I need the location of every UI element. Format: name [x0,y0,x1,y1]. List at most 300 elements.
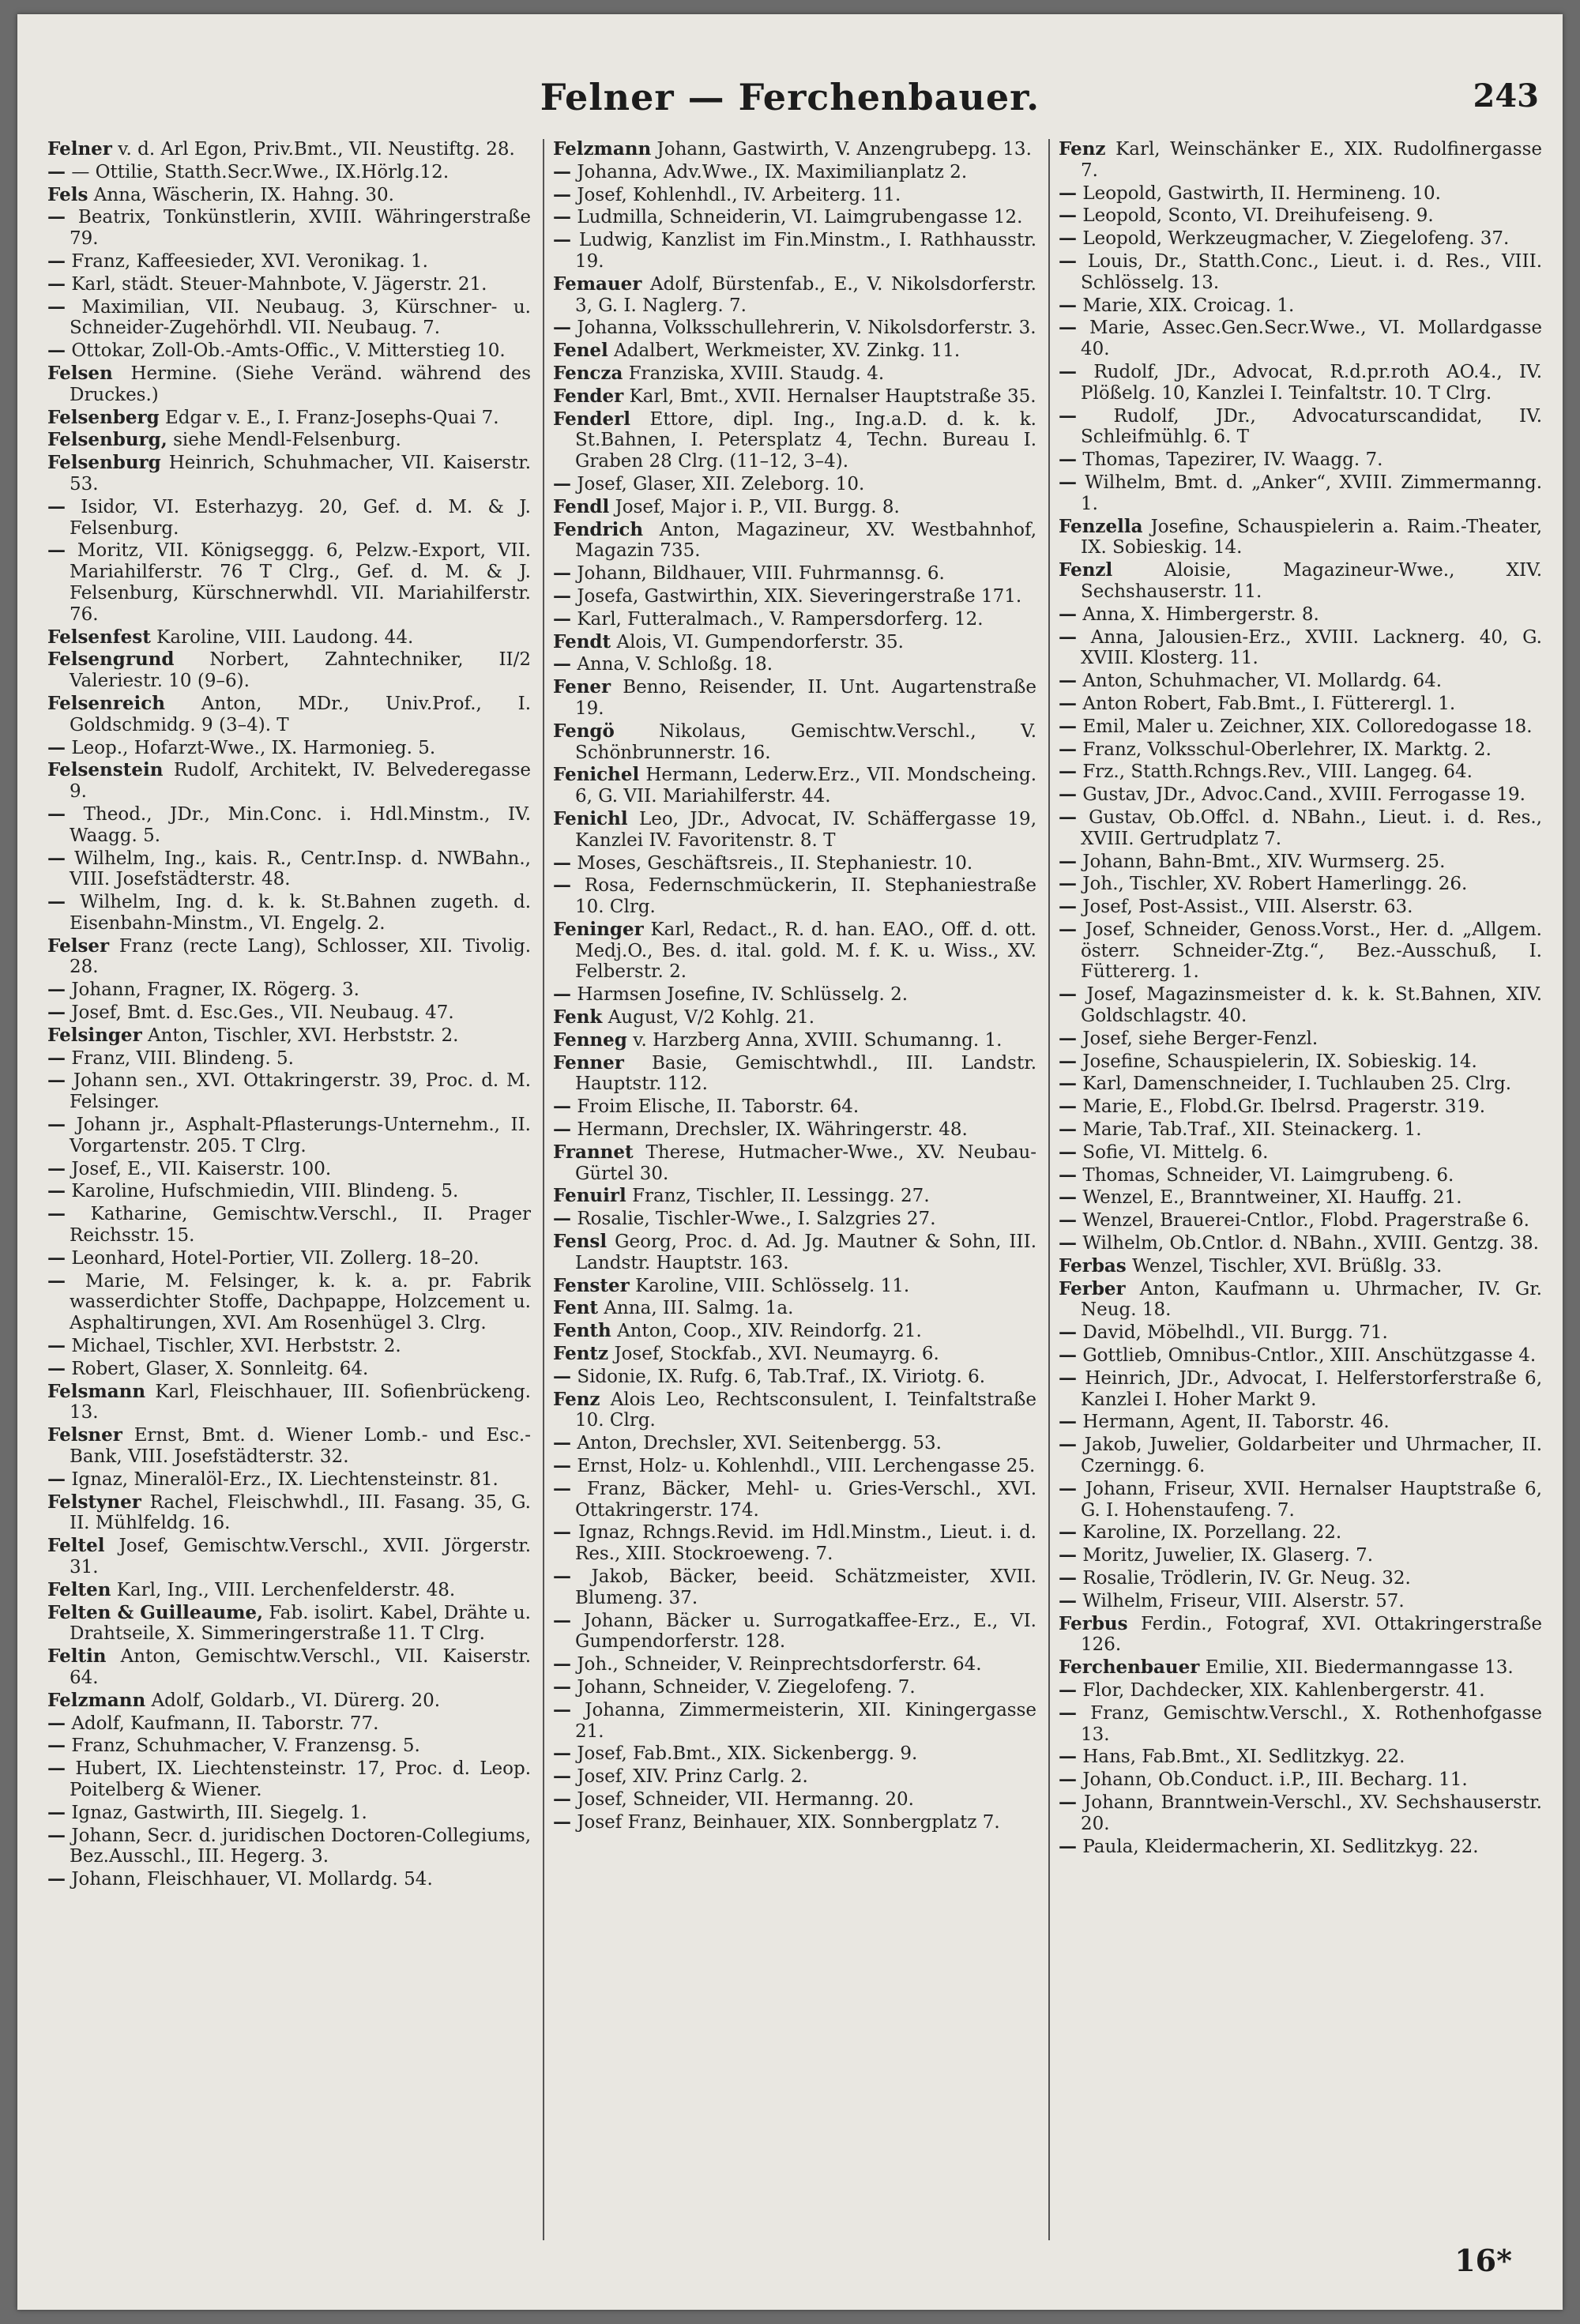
entry-surname: — [553,472,571,495]
directory-entry [47,649,531,692]
entry-surname: — [553,1609,571,1631]
entry-details: Johann, Gastwirth, V. Anzengrubерg. 13. [656,139,1032,160]
directory-entry [47,1735,531,1757]
entry-details: v. Harzberg Anna, XVIII. Schumanng. 1. [633,1029,1003,1051]
entry-surname: — [553,1119,571,1141]
entry-details: Isidor, VI. Esterhazyg. 20, Gef. d. M. & J. Felsenburg. [70,496,531,539]
entry-details: Karl, Redact., R. d. han. EAO., Off. d. ott. Medj.O., Bes. d. ital. gold. M. f. K. u. Wiss., XV. Felberstr. 2. [575,919,1036,983]
entry-details: Karoline, IX. Porzellang. 22. [1082,1522,1342,1544]
directory-entry [1059,1747,1542,1768]
entry-surname: — [1059,1769,1077,1791]
entry-details: Anton, Kaufmann u. Uhrmacher, IV. Gr. Neug. 18. [1081,1278,1542,1321]
entry-details: Leo, JDr., Advocat, IV. Schäffergasse 19, Kanzlei IV. Favoritenstr. 8. T [575,808,1036,851]
directory-entry [47,1359,531,1380]
page-title: Felner — Ferchenbauer. [540,76,1040,118]
entry-surname: — [553,874,571,897]
entry-details: Johann, Secr. d. juridischen Doctoren-Collegiums, Bez.Ausschl., III. Hegerg. 3. [70,1825,531,1867]
directory-entry [553,1053,1036,1096]
page-header [17,76,1563,123]
entry-details: Sidonie, IX. Rufg. 6, Tab.Traf., IX. Viriotg. 6. [577,1366,986,1387]
directory-entry [47,297,531,340]
entry-details: Johann, Ob.Conduct. i.P., III. Becharg. 11. [1082,1769,1468,1791]
entry-details: Anton, Schuhmacher, VI. Mollardg. 64. [1082,671,1443,692]
entry-details: Johanna, Volksschullehrerin, V. Nikolsdorferstr. 3. [577,318,1036,339]
directory-entry [553,1321,1036,1342]
entry-surname: — [553,1653,571,1675]
entry-surname: — [553,1811,571,1833]
entry-surname: — [47,1824,66,1846]
directory-entry [47,340,531,362]
entry-surname: Felsenberg [47,406,160,428]
entry-details: Frz., Statth.Rchngs.Rev., VIII. Langeg. 64. [1082,762,1473,783]
entry-details: Hubert, IX. Liechtensteinstr. 17, Proc. d. Leop. Poitelberg & Wiener. [70,1758,531,1800]
entry-surname: — [47,540,66,562]
entry-surname: — [47,1157,66,1179]
entry-details: Karl, Damenschneider, I. Tuchlauben 25. Clrg. [1082,1074,1512,1095]
entry-details: Alois, VI. Gumpendorferstr. 35. [616,631,904,652]
entry-details: Ferdin., Fotograf, XVI. Ottakringerstraße 126. [1081,1613,1542,1656]
entry-surname: — [553,653,571,675]
directory-entry [553,474,1036,495]
directory-entry [553,1186,1036,1207]
entry-surname: — [47,1801,66,1823]
entry-details: Wilhelm, Ing. d. k. k. St.Bahnen zugeth. d. Eisenbahn-Minstm., VI. Engelg. 2. [70,892,531,934]
entry-surname: — [1059,228,1077,250]
entry-details: Franz, Volksschul-Oberlehrer, IX. Marktg. 2. [1082,739,1492,760]
entry-details: Josef, Stockfab., XVI. Neumayrg. 6. [614,1344,939,1365]
directory-entry [47,497,531,540]
entry-surname: — [1059,1544,1077,1566]
entry-details: Thomas, Tapezirer, IV. Waagg. 7. [1082,449,1383,471]
entry-details: Anton, Gemischtw.Verschl., VII. Kaiserstr. 64. [70,1646,531,1688]
directory-entry [553,1766,1036,1788]
directory-entry [553,765,1036,807]
directory-entry [553,632,1036,653]
entry-surname: — [553,1698,571,1720]
entry-details: Franz, Schuhmacher, V. Franzensg. 5. [71,1735,420,1757]
entry-details: Johann, Fragner, IX. Rögerg. 3. [71,980,359,1001]
entry-details: Nikolaus, Gemischtw.Verschl., V. Schönbrunnerstr. 16. [575,720,1036,763]
entry-surname: Fendt [553,630,611,652]
directory-entry [553,1096,1036,1118]
entry-surname: Fengö [553,720,615,742]
entry-surname: — [1059,692,1077,714]
entry-surname: Fenel [553,340,608,362]
entry-surname: Fenth [553,1320,611,1342]
directory-entry [47,1869,531,1890]
entry-surname: — [553,1566,571,1587]
entry-details: Rudolf, JDr., Advocat, R.d.pr.roth AO.4., IV. Plößelg. 10, Kanzlei I. Teinfaltstr. 10. T Clrg. [1081,361,1542,404]
entry-surname: Fenichl [553,807,628,829]
entry-details: Franz, VIII. Blindeng. 5. [71,1047,294,1069]
directory-entry [553,1677,1036,1698]
directory-entry [553,318,1036,339]
entry-surname: — [47,1047,66,1069]
entry-surname: Felzmann [553,139,652,160]
directory-entry [1059,1142,1542,1164]
directory-entry [47,892,531,934]
directory-entry [1059,1074,1542,1095]
directory-entry [1059,228,1542,250]
entry-surname: — [47,160,66,182]
entry-details: Harmsen Josefine, IV. Schlüsselg. 2. [577,984,908,1006]
directory-entry [47,1536,531,1578]
entry-surname: — [1059,806,1077,828]
entry-details: Johann jr., Asphalt-Pflasterungs-Unternehm., II. Vorgartenstr. 205. T Clrg. [70,1115,531,1156]
entry-surname: — [1059,1791,1077,1813]
entry-details: Ottokar, Zoll-Ob.-Amts-Offic., V. Mitterstieg 10. [71,340,506,362]
entry-surname: — [1059,317,1077,339]
entry-details: Wenzel, Tischler, XVI. Brüßlg. 33. [1132,1255,1443,1277]
directory-entry [1059,874,1542,895]
entry-details: Ludwig, Kanzlist im Fin.Minstm., I. Rathhausstr. 19. [575,230,1036,272]
entry-details: Josef, XIV. Prinz Carlg. 2. [577,1766,808,1788]
directory-entry [1059,1233,1542,1254]
entry-details: Robert, Glaser, X. Sonnleitg. 64. [71,1358,369,1379]
directory-entry [1059,1479,1542,1521]
directory-entry [553,609,1036,630]
entry-details: Rosalie, Trödlerin, IV. Gr. Neug. 32. [1082,1568,1411,1589]
entry-details: Moses, Geschäftsreis., II. Stephaniestr. 10. [577,852,973,874]
entry-details: Emil, Maler u. Zeichner, XIX. Colloredogasse 18. [1082,716,1533,737]
entry-surname: — [1059,1186,1077,1209]
entry-surname: Fent [553,1297,599,1319]
entry-surname: — [1059,1232,1077,1254]
entry-surname: — [1059,471,1077,493]
entry-surname: — [1059,182,1077,204]
directory-entry [47,408,531,429]
entry-details: Michael, Tischler, XVI. Herbststr. 2. [71,1336,401,1357]
entry-surname: — [553,1675,571,1698]
entry-details: Franziska, XVIII. Staudg. 4. [628,363,885,384]
entry-details: Froim Elische, II. Taborstr. 64. [577,1096,860,1118]
directory-entry [553,586,1036,607]
entry-details: Theod., JDr., Min.Conc. i. Hdl.Minstm., IV. Waagg. 5. [70,803,531,846]
directory-entry [47,185,531,206]
entry-details: Rachel, Fleischwhdl., III. Fasang. 35, G. II. Mühlfeldg. 16. [70,1491,531,1534]
entry-surname: Felsenreich [47,692,165,714]
directory-entry [47,274,531,295]
entry-surname: — [1059,1679,1077,1701]
entry-details: Sofie, VI. Mittelg. 6. [1082,1141,1269,1163]
directory-entry [553,386,1036,408]
directory-entry [553,230,1036,273]
entry-surname: — [47,250,66,272]
directory-entry [47,1271,531,1334]
column-3 [1059,139,1542,2232]
entry-details: Josef, Schneider, Genoss.Vorst., Her. d. „Allgem. österr. Schneider-Ztg.“, Bez.-Ausschuß, I. Füttererg. 1. [1081,919,1542,983]
directory-entry [553,139,1036,160]
entry-details: Beatrix, Tonkünstlerin, XVIII. Währingerstraße 79. [70,207,531,250]
directory-entry [47,1002,531,1024]
entry-details: Ignaz, Mineralöl-Erz., IX. Liechtensteinstr. 81. [71,1468,498,1490]
directory-entry [553,1367,1036,1388]
entry-surname: — [1059,1367,1077,1389]
entry-details: Ernst, Bmt. d. Wiener Lomb.- und Esc.-Bank, VIII. Josefstädterstr. 32. [70,1425,531,1468]
directory-entry [1059,1119,1542,1141]
directory-entry [553,1433,1036,1454]
entry-surname: — [553,852,571,874]
entry-details: Ernst, Holz- u. Kohlenhdl., VIII. Lerchengasse 25. [577,1456,1036,1477]
entry-surname: — [553,317,571,339]
column-2 [553,139,1036,2232]
entry-details: Anna, III. Salmg. 1a. [604,1298,794,1319]
entry-surname: — [1059,918,1077,940]
entry-details: Louis, Dr., Statth.Conc., Lieut. i. d. Res., VIII. Schlösselg. 13. [1081,250,1542,293]
directory-entry [553,1700,1036,1743]
directory-entry [1059,716,1542,738]
directory-entry [1059,604,1542,626]
entry-surname: — [553,983,571,1006]
directory-entry [1059,984,1542,1027]
directory-entry [553,1030,1036,1051]
directory-entry [553,1298,1036,1319]
entry-details: Hermann, Drechsler, IX. Währingerstr. 48. [577,1119,968,1141]
directory-entry [553,1522,1036,1565]
directory-entry [1059,919,1542,983]
entry-surname: — [1059,250,1077,272]
entry-details: Georg, Proc. d. Ad. Jg. Mautner & Sohn, III. Landstr. Hauptstr. 163. [575,1232,1036,1273]
entry-details: Leopold, Sconto, VI. Dreihufeiseng. 9. [1082,205,1434,227]
directory-entry [1059,627,1542,670]
entry-surname: — [47,1180,66,1202]
entry-surname: — [1059,1050,1077,1072]
entry-details: Josef, Glaser, XII. Zeleborg. 10. [577,473,865,495]
directory-entry [553,1611,1036,1653]
entry-surname: Fenderl [553,408,630,430]
entry-details: Marie, XIX. Croicag. 1. [1082,295,1295,316]
entry-surname: Fender [553,385,624,407]
signature-mark: 16* [1454,2243,1512,2278]
entry-surname: — [47,847,66,869]
entry-details: Johann, Bahn-Bmt., XIV. Wurmserg. 25. [1082,851,1446,872]
directory-entry [1059,1657,1542,1679]
column-divider [1048,139,1050,2240]
entry-details: Franz (recte Lang), Schlosser, XII. Tivolig. 28. [70,935,531,978]
entry-details: Karoline, VIII. Schlösselg. 11. [635,1275,910,1296]
directory-entry [47,1336,531,1357]
entry-surname: — [553,160,571,182]
column-divider [543,139,544,2240]
entry-details: Josefa, Gastwirthin, XIX. Sieveringerstraße 171. [577,585,1022,607]
directory-entry [1059,472,1542,515]
entry-details: Aloisie, Magazineur-Wwe., XIV. Sechshauserstr. 11. [1081,560,1542,602]
directory-entry [47,207,531,250]
entry-surname: — [1059,1521,1077,1544]
entry-surname: — [47,273,66,295]
entry-surname: — [1059,1119,1077,1141]
entry-details: Leop., Hofarzt-Wwe., IX. Harmonieg. 5. [71,737,436,758]
directory-entry [1059,1029,1542,1050]
entry-surname: — [1059,1096,1077,1118]
entry-details: Alois Leo, Rechtsconsulent, I. Teinfaltstraße 10. Clrg. [575,1389,1036,1431]
entry-surname: — [47,1269,66,1292]
directory-entry [1059,1703,1542,1746]
entry-details: Anna, Jalousien-Erz., XVIII. Lacknerg. 40, G. XVIII. Klosterg. 11. [1081,626,1542,669]
directory-entry [47,453,531,495]
entry-details: Rosa, Federnschmückerin, II. Stephaniestraße 10. Clrg. [575,875,1036,918]
directory-entry [553,809,1036,852]
directory-entry [553,1812,1036,1833]
entry-details: Josef, E., VII. Kaiserstr. 100. [71,1158,332,1179]
directory-entry [1059,1769,1542,1791]
directory-entry [553,1209,1036,1230]
directory-entry [553,563,1036,585]
entry-surname: Fenk [553,1006,603,1029]
directory-entry [553,1142,1036,1185]
directory-entry [47,1070,531,1113]
entry-surname: Fencza [553,362,623,384]
entry-surname: Fenzl [1059,559,1113,581]
entry-surname: — [47,1735,66,1757]
entry-details: Adolf, Goldarb., VI. Dürerg. 20. [151,1690,441,1711]
entry-surname: — [47,1335,66,1357]
entry-details: Anton, Coop., XIV. Reindorfg. 21. [617,1321,922,1342]
directory-entry [47,1469,531,1491]
directory-entry [47,1580,531,1601]
directory-entry [47,1181,531,1202]
entry-details: Franz, Bäcker, Mehl- u. Gries-Verschl., XVI. Ottakringerstr. 174. [575,1478,1036,1521]
entry-surname: — [1059,404,1077,427]
directory-entry [1059,1568,1542,1589]
entry-surname: Felsenfest [47,626,151,648]
entry-surname: — [47,1868,66,1890]
entry-surname: — [1059,761,1077,783]
entry-details: Josefine, Schauspielerin a. Raim.-Theater, IX. Sobieskig. 14. [1081,516,1542,558]
entry-surname: — [1059,983,1077,1006]
directory-entry [553,875,1036,918]
entry-surname: — [1059,1027,1077,1049]
entry-surname: Ferbas [1059,1254,1127,1277]
directory-entry [553,162,1036,183]
entry-surname: Frannet [553,1141,634,1163]
directory-entry [553,919,1036,983]
entry-details: Benno, Reisender, II. Unt. Augartenstraße 19. [575,677,1036,719]
entry-details: Wilhelm, Ob.Cntlor. d. NBahn., XVIII. Gentzg. 38. [1082,1233,1539,1254]
directory-entry [1059,1614,1542,1657]
entry-surname: Felsenburg [47,452,161,474]
entry-details: Anton, Magazineur, XV. Westbahnhof, Magazin 735. [575,519,1036,562]
directory-entry [1059,139,1542,182]
entry-surname: — [1059,205,1077,227]
entry-surname: Fenneg [553,1029,627,1051]
entry-surname: — [1059,1477,1077,1499]
entry-surname: — [553,585,571,607]
directory-entry [1059,1680,1542,1702]
entry-surname: — [553,1432,571,1454]
directory-entry [1059,1279,1542,1322]
entry-surname: Fenzella [1059,515,1143,537]
entry-surname: Fendl [553,495,610,517]
directory-entry [1059,1322,1542,1344]
entry-surname: — [553,1208,571,1230]
directory-entry [553,721,1036,764]
directory-entry [47,804,531,847]
entry-details: Johann, Fleischhauer, VI. Mollardg. 54. [71,1869,433,1890]
directory-entry [1059,1210,1542,1232]
entry-details: Karl, Weinschänker E., XIX. Rudolfinergasse 7. [1081,139,1542,181]
entry-surname: Ferber [1059,1277,1126,1299]
page-number: 243 [1473,77,1539,115]
directory-entry [47,936,531,979]
directory-entry [553,1119,1036,1141]
entry-details: David, Möbelhdl., VII. Burgg. 71. [1082,1322,1388,1344]
entry-details: Hans, Fab.Bmt., XI. Sedlitzkyg. 22. [1082,1747,1405,1768]
entry-surname: — [1059,294,1077,316]
entry-surname: — [1059,360,1077,382]
entry-surname: — [1059,1073,1077,1095]
entry-details: Karl, Fleischhauer, III. Sofienbrückeng. 13. [70,1381,531,1423]
directory-entry [553,1344,1036,1365]
entry-surname: Fener [553,676,611,698]
entry-details: Edgar v. E., I. Franz-Josephs-Quai 7. [164,407,499,428]
entry-surname: — [1059,1567,1077,1589]
directory-entry [553,654,1036,675]
entry-surname: — [553,1096,571,1118]
entry-surname: — [47,295,66,318]
directory-entry [553,1276,1036,1297]
entry-surname: Felsner [47,1424,122,1446]
directory-entry [47,694,531,736]
directory-entry [553,853,1036,874]
entry-surname: — [47,1002,66,1024]
directory-columns [47,139,1547,2232]
directory-entry [1059,1345,1542,1367]
entry-surname: — [47,1070,66,1092]
entry-details: Leopold, Werkzeugmacher, V. Ziegelofeng. 37. [1082,228,1510,250]
entry-surname: — [47,736,66,758]
directory-entry [47,1803,531,1824]
entry-surname: — [47,340,66,362]
entry-details: Johann, Branntwein-Verschl., XV. Sechshauserstr. 20. [1081,1792,1542,1834]
directory-entry [553,1566,1036,1609]
entry-details: Leopold, Gastwirth, II. Hermineng. 10. [1082,182,1441,204]
entry-details: — Ottilie, Statth.Secr.Wwe., IX.Hörlg.12. [71,161,450,182]
entry-surname: Fenster [553,1274,630,1296]
directory-entry [1059,671,1542,692]
entry-surname: — [47,1114,66,1136]
entry-surname: Felzmann [47,1689,146,1711]
directory-entry [553,363,1036,385]
entry-details: Anton Robert, Fab.Bmt., I. Fütterergl. 1. [1082,693,1456,714]
entry-details: Karl, städt. Steuer-Mahnbote, V. Jägerstr. 21. [71,273,487,295]
directory-entry [47,1492,531,1535]
entry-details: Joh., Tischler, XV. Robert Hamerlingg. 26. [1082,874,1468,895]
directory-entry [553,1007,1036,1029]
entry-details: Norbert, Zahntechniker, II/2 Valeriestr. 10 (9–6). [70,649,531,692]
entry-details: v. d. Arl Egon, Priv.Bmt., VII. Neustiftg. 28. [118,139,515,160]
entry-details: Marie, E., Flobd.Gr. Ibelrsd. Pragerstr. 319. [1082,1096,1486,1118]
directory-entry [1059,1837,1542,1858]
entry-surname: Fels [47,183,88,205]
entry-details: Wenzel, Brauerei-Cntlor., Flobd. Pragerstraße 6. [1082,1210,1529,1232]
directory-entry [1059,406,1542,449]
entry-surname: — [1059,715,1077,737]
entry-surname: — [1059,850,1077,872]
entry-surname: — [47,206,66,228]
entry-details: Leonhard, Hotel-Portier, VII. Zollerg. 18–20. [71,1247,480,1269]
entry-surname: Felsenstein [47,759,164,781]
entry-surname: — [47,1468,66,1490]
entry-details: Johann, Bildhauer, VIII. Fuhrmannsg. 6. [577,563,945,585]
entry-details: August, V/2 Kohlg. 21. [608,1007,815,1029]
entry-details: Anton, MDr., Univ.Prof., I. Goldschmidg. 9 (3–4). T [70,693,531,735]
directory-entry [47,848,531,891]
entry-details: Paula, Kleidermacherin, XI. Sedlitzkyg. 22. [1082,1836,1479,1857]
entry-surname: Fenner [553,1051,624,1074]
entry-surname: — [553,1788,571,1810]
entry-details: Therese, Hutmacher-Wwe., XV. Neubau-Gürtel 30. [575,1141,1036,1184]
